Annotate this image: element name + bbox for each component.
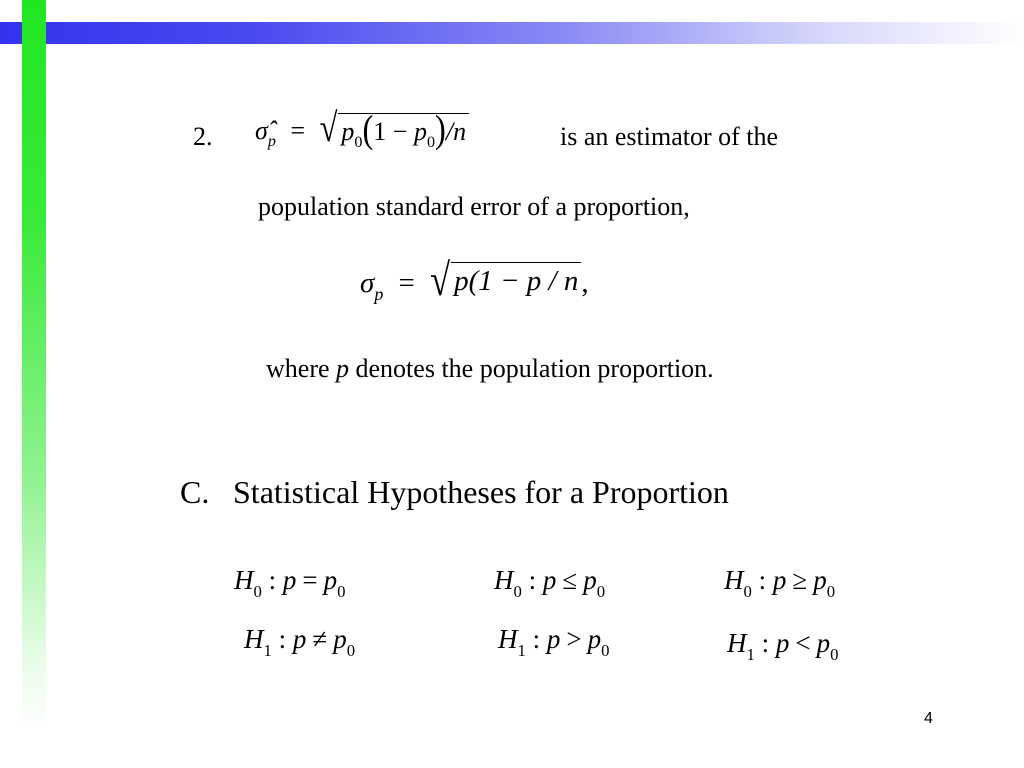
hypothesis-h0-le: $H_0$ : $p \le p_0$ xyxy=(494,565,606,601)
hypothesis-h0-ge: $H_0$ : $p \ge p_0$ xyxy=(724,565,836,601)
estimator-radicand: $p_0(1 - p_0)/n$ xyxy=(338,113,469,149)
hypothesis-h1-ne: $H_1$ : $p \ne p_0$ xyxy=(244,624,356,660)
estimator-formula xyxy=(255,106,469,152)
left-gradient-bar xyxy=(22,0,46,730)
population-radicand: p(1 − p / n xyxy=(451,262,581,299)
estimator-text: is an estimator of the xyxy=(560,122,779,151)
sigma-hat-sub: p xyxy=(267,133,276,151)
estimator-sqrt xyxy=(319,106,470,152)
hypothesis-h0-equal: $H_0$ : $p = p_0$ xyxy=(234,565,346,601)
standard-error-text: population standard error of a proportion, xyxy=(258,192,690,221)
item-number: 2. xyxy=(193,122,213,151)
population-formula: $\sigma_p$ = √ p(1 − p / n , xyxy=(360,254,589,305)
radical-icon: √ xyxy=(319,106,338,152)
section-title: Statistical Hypotheses for a Proportion xyxy=(233,474,729,510)
where-text: where p denotes the population proportion. xyxy=(266,354,714,383)
section-letter: C. xyxy=(180,474,210,510)
radical-icon: √ xyxy=(430,254,451,305)
hypothesis-h1-gt: $H_1$ : $p > p_0$ xyxy=(498,624,610,660)
equals-sign: = xyxy=(290,116,306,145)
hypothesis-h1-lt: $H_1$ : $p < p_0$ xyxy=(727,628,839,664)
page-number: 4 xyxy=(924,710,933,727)
top-gradient-bar xyxy=(0,22,1024,44)
sigma-hat: σ̂ xyxy=(255,116,268,145)
